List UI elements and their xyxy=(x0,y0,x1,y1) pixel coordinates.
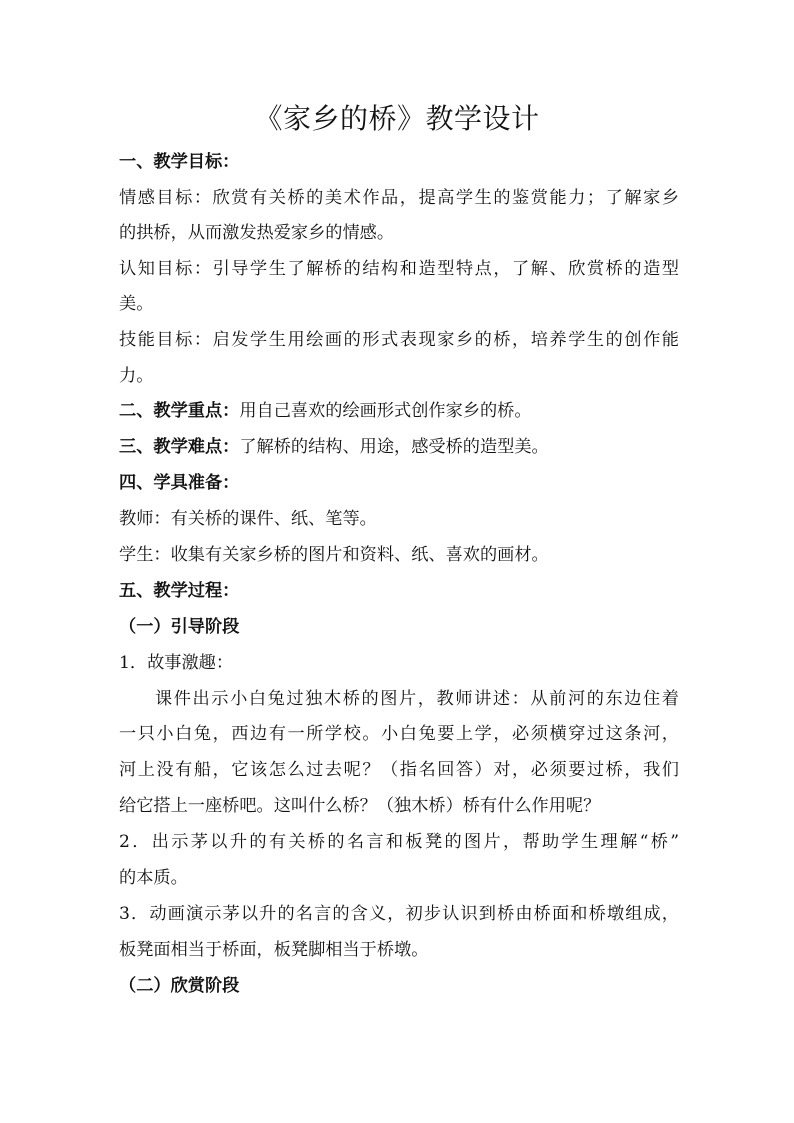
paragraph-line: 给它搭上一座桥吧。这叫什么桥？（独木桥）桥有什么作用呢？ xyxy=(119,796,601,816)
paragraph-line: 板凳面相当于桥面，板凳脚相当于桥墩。 xyxy=(119,940,429,960)
paragraph-line: 一只小白兔，西边有一所学校。小白兔要上学，必须横穿过这条河， xyxy=(119,724,679,744)
paragraph-line: 3．动画演示茅以升的名言的含义，初步认识到桥由桥面和桥墩组成， xyxy=(119,904,679,924)
paragraph-line: 情感目标：欣赏有关桥的美术作品，提高学生的鉴赏能力；了解家乡 xyxy=(119,188,679,208)
section-heading-materials: 四、学具准备： xyxy=(119,473,240,493)
difficulty-line xyxy=(119,433,679,461)
subsection-heading-guidance: （一）引导阶段 xyxy=(119,617,240,637)
paragraph-line: 力。 xyxy=(119,366,154,386)
paragraph-line: 的本质。 xyxy=(119,868,188,888)
section-heading-difficulty: 三、教学难点： xyxy=(119,437,240,457)
document-title: 《家乡的桥》教学设计 xyxy=(254,102,540,135)
section-heading-process: 五、教学过程： xyxy=(119,581,240,601)
paragraph-line: 2．出示茅以升的有关桥的名言和板凳的图片，帮助学生理解“桥” xyxy=(119,832,679,852)
paragraph-line: 1．故事激趣： xyxy=(119,653,234,673)
paragraph-line: 河上没有船，它该怎么过去呢？（指名回答）对，必须要过桥，我们 xyxy=(119,760,679,780)
section-heading-key-point: 二、教学重点： xyxy=(119,401,240,421)
key-point-text: 用自己喜欢的绘画形式创作家乡的桥。 xyxy=(239,401,532,421)
paragraph-line: 的拱桥，从而激发热爱家乡的情感。 xyxy=(119,223,395,243)
difficulty-text: 了解桥的结构、用途，感受桥的造型美。 xyxy=(239,437,549,457)
paragraph-line: 课件出示小白兔过独木桥的图片，教师讲述：从前河的东边住着 xyxy=(155,689,679,709)
subsection-heading-appreciation: （二）欣赏阶段 xyxy=(119,976,240,996)
paragraph-line: 学生：收集有关家乡桥的图片和资料、纸、喜欢的画材。 xyxy=(119,545,549,565)
key-point-line xyxy=(119,397,679,425)
paragraph-line: 技能目标：启发学生用绘画的形式表现家乡的桥，培养学生的创作能 xyxy=(119,330,679,350)
section-heading-objectives: 一、教学目标： xyxy=(119,152,240,172)
paragraph-line: 教师：有关桥的课件、纸、笔等。 xyxy=(119,509,377,529)
paragraph-line: 认知目标：引导学生了解桥的结构和造型特点，了解、欣赏桥的造型 xyxy=(119,259,679,279)
paragraph-line: 美。 xyxy=(119,294,154,314)
